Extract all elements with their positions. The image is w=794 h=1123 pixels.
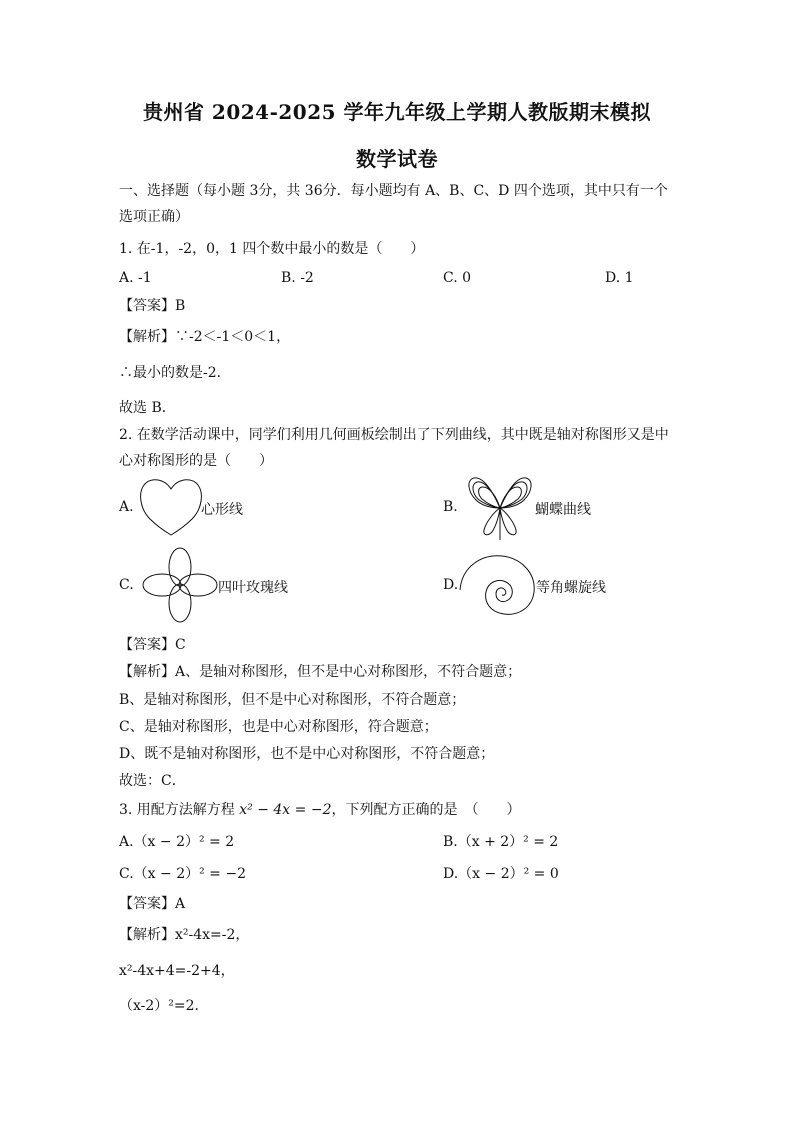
section-heading-cont: 选项正确） [119, 209, 189, 225]
equiangular-spiral-figure [458, 550, 538, 618]
exam-title-line1: 贵州省 2024-2025 学年九年级上学期人教版期末模拟 [142, 100, 652, 124]
q2-option-d-letter: D. [443, 577, 459, 593]
q3-stem-prefix: 3. 用配方法解方程 [119, 802, 240, 818]
q2-option-a-letter: A. [119, 499, 134, 515]
exam-title-line2: 数学试卷 [356, 147, 438, 171]
q2-analysis-line: 故选：C． [119, 773, 186, 789]
q2-option-c-caption: 四叶玫瑰线 [218, 580, 288, 596]
q3-option-b: B.（x + 2）² = 2 [443, 834, 559, 850]
q1-option-b: B. -2 [281, 270, 314, 286]
q3-equation: x² − 4x = −2 [239, 802, 332, 818]
q3-analysis-line: 【解析】x²-4x=-2， [119, 927, 250, 943]
q2-analysis-line: 【解析】A、是轴对称图形，但不是中心对称图形，不符合题意； [119, 664, 522, 680]
q3-option-c: C.（x − 2）² = −2 [119, 866, 246, 882]
q1-analysis-line: 故选 B． [119, 400, 176, 416]
q1-analysis-line: 【解析】∵-2＜-1＜0＜1， [119, 329, 291, 345]
q3-option-a: A.（x − 2）² = 2 [119, 834, 235, 850]
q3-stem-suffix: ，下列配方正确的是 （ ） [331, 802, 521, 818]
q2-analysis-line: D、既不是轴对称图形，也不是中心对称图形，不符合题意； [119, 746, 495, 762]
q1-option-d: D. 1 [605, 270, 634, 286]
q3-option-d: D.（x − 2）² = 0 [443, 866, 559, 882]
question-2-stem-cont: 心对称图形的是（ ） [119, 453, 273, 469]
q2-analysis-line: B、是轴对称图形，但不是中心对称图形，不符合题意； [119, 692, 466, 708]
q3-analysis-line: （x-2）²=2． [119, 998, 209, 1014]
q1-analysis-line: ∴最小的数是-2． [119, 365, 231, 381]
question-3-stem [119, 799, 520, 819]
q3-analysis-line: x²-4x+4=-2+4， [119, 963, 235, 979]
four-leaf-rose-figure [140, 545, 220, 625]
q3-answer: 【答案】A [119, 896, 186, 912]
q2-option-a-caption: 心形线 [201, 502, 243, 518]
q1-option-c: C. 0 [443, 270, 472, 286]
q2-analysis-line: C、是轴对称图形，也是中心对称图形，符合题意； [119, 719, 438, 735]
q2-option-b-caption: 蝴蝶曲线 [535, 502, 591, 518]
question-1-stem: 1. 在-1，-2，0，1 四个数中最小的数是（ ） [119, 241, 425, 257]
q2-option-d-caption: 等角螺旋线 [536, 580, 606, 596]
q2-option-b-letter: B. [443, 499, 458, 515]
q1-answer: 【答案】B [119, 298, 186, 314]
q1-option-a: A. -1 [119, 270, 152, 286]
section-heading: 一、选择题（每小题 3分，共 36分．每小题均有 A、B、C、D 四个选项，其中只有一个 [119, 183, 668, 199]
cardioid-figure [138, 475, 204, 537]
q2-option-c-letter: C. [119, 577, 134, 593]
butterfly-curve-figure [466, 470, 534, 544]
question-2-stem: 2. 在数学活动课中，同学们利用几何画板绘制出了下列曲线，其中既是轴对称图形又是中 [119, 427, 669, 443]
q2-answer: 【答案】C [119, 637, 186, 653]
